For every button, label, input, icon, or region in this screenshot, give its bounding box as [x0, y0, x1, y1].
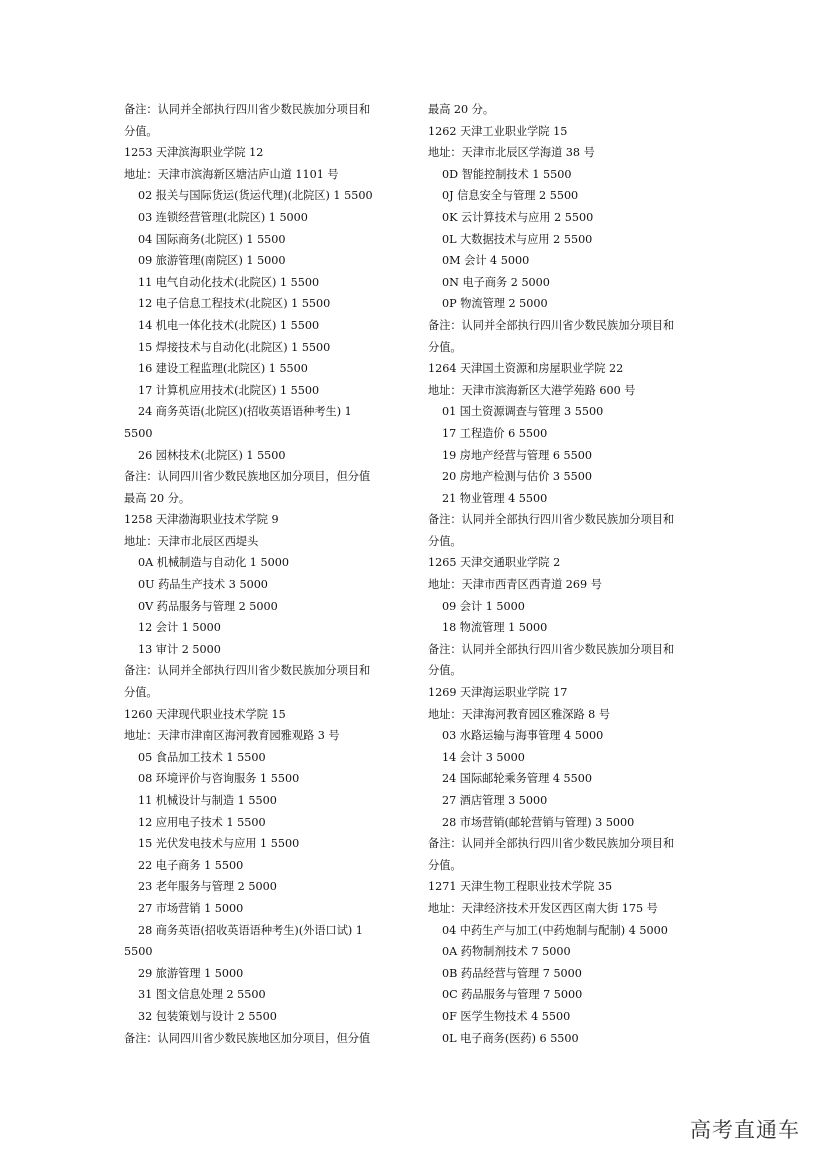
program-line: 21 物业管理 4 5500	[442, 491, 548, 505]
program-line: 0N 电子商务 2 5000	[442, 275, 550, 289]
program-line: 15 光伏发电技术与应用 1 5500	[138, 837, 300, 851]
text-line: 1269 天津海运职业学院 17	[428, 686, 568, 700]
text-line: 最高 20 分。	[124, 491, 191, 505]
program-line: 17 工程造价 6 5500	[442, 426, 548, 440]
program-line: 04 国际商务(北院区) 1 5500	[138, 232, 286, 246]
text-line: 1253 天津滨海职业学院 12	[124, 146, 264, 160]
program-line: 0L 电子商务(医药) 6 5500	[442, 1031, 579, 1045]
program-line: 0M 会计 4 5000	[442, 254, 530, 268]
text-line: 5500	[124, 945, 153, 959]
program-line: 24 国际邮轮乘务管理 4 5500	[442, 772, 592, 786]
program-line: 22 电子商务 1 5500	[138, 858, 244, 872]
program-line: 32 包装策划与设计 2 5500	[138, 1009, 277, 1023]
text-line: 1260 天津现代职业技术学院 15	[124, 707, 286, 721]
text-line: 备注：认同并全部执行四川省少数民族加分项目和	[428, 837, 675, 851]
program-line: 09 会计 1 5000	[442, 599, 525, 613]
text-line: 分值。	[124, 124, 158, 138]
program-line: 12 应用电子技术 1 5500	[138, 815, 266, 829]
program-line: 23 老年服务与管理 2 5000	[138, 880, 277, 894]
program-line: 11 电气自动化技术(北院区) 1 5500	[138, 275, 320, 289]
program-line: 16 建设工程监理(北院区) 1 5500	[138, 362, 308, 376]
program-line: 0F 医学生物技术 4 5500	[442, 1009, 571, 1023]
program-line: 26 园林技术(北院区) 1 5500	[138, 448, 286, 462]
text-line: 分值。	[124, 686, 158, 700]
program-line: 14 会计 3 5000	[442, 750, 525, 764]
text-line: 地址：天津市北辰区学海道 38 号	[428, 146, 595, 160]
text-line: 地址：天津海河教育园区雅深路 8 号	[428, 707, 611, 721]
program-line: 01 国土资源调查与管理 3 5500	[442, 405, 604, 419]
text-line: 地址：天津市滨海新区塘沽庐山道 1101 号	[124, 167, 339, 181]
text-line: 最高 20 分。	[428, 103, 495, 116]
program-line: 27 市场营销 1 5000	[138, 901, 244, 915]
program-line: 15 焊接技术与自动化(北院区) 1 5500	[138, 340, 331, 354]
program-line: 02 报关与国际货运(货运代理)(北院区) 1 5500	[138, 189, 373, 203]
program-line: 0J 信息安全与管理 2 5500	[442, 189, 579, 203]
text-line: 分值。	[428, 340, 462, 354]
program-line: 20 房地产检测与估价 3 5500	[442, 470, 592, 484]
program-line: 04 中药生产与加工(中药炮制与配制) 4 5000	[442, 923, 668, 937]
program-line: 0C 药品服务与管理 7 5000	[442, 988, 583, 1002]
text-line: 地址：天津市西青区西青道 269 号	[428, 578, 602, 592]
program-line: 24 商务英语(北院区)(招收英语语种考生) 1	[138, 405, 352, 419]
program-line: 0U 药品生产技术 3 5000	[138, 578, 268, 592]
program-line: 0K 云计算技术与应用 2 5500	[442, 210, 594, 224]
text-line: 地址：天津市北辰区西堤头	[124, 534, 259, 548]
program-line: 0L 大数据技术与应用 2 5500	[442, 232, 593, 246]
text-line: 分值。	[428, 534, 462, 548]
program-line: 14 机电一体化技术(北院区) 1 5500	[138, 318, 320, 332]
program-line: 03 水路运输与海事管理 4 5000	[442, 729, 604, 743]
text-line: 1258 天津渤海职业技术学院 9	[124, 513, 279, 527]
program-line: 0D 智能控制技术 1 5500	[442, 167, 572, 181]
text-line: 1264 天津国土资源和房屋职业学院 22	[428, 362, 624, 376]
text-line: 5500	[124, 426, 153, 440]
text-line: 备注：认同并全部执行四川省少数民族加分项目和	[428, 642, 675, 656]
program-line: 18 物流管理 1 5000	[442, 621, 548, 635]
text-line: 地址：天津市津南区海河教育园雅观路 3 号	[124, 729, 340, 743]
text-line: 备注：认同四川省少数民族地区加分项目，但分值	[124, 1031, 371, 1045]
program-line: 12 会计 1 5000	[138, 621, 221, 635]
text-line: 1265 天津交通职业学院 2	[428, 556, 561, 570]
program-line: 0A 药物制剂技术 7 5000	[442, 945, 571, 959]
text-line: 分值。	[428, 858, 462, 872]
right-column	[428, 99, 718, 1049]
text-line: 备注：认同并全部执行四川省少数民族加分项目和	[124, 103, 371, 116]
text-line: 备注：认同并全部执行四川省少数民族加分项目和	[124, 664, 371, 678]
program-line: 12 电子信息工程技术(北院区) 1 5500	[138, 297, 331, 311]
program-line: 03 连锁经营管理(北院区) 1 5000	[138, 210, 308, 224]
program-line: 05 食品加工技术 1 5500	[138, 750, 266, 764]
program-line: 31 图文信息处理 2 5500	[138, 988, 266, 1002]
program-line: 27 酒店管理 3 5000	[442, 794, 548, 807]
text-line: 地址：天津经济技术开发区西区南大街 175 号	[428, 901, 658, 915]
program-line: 09 旅游管理(南院区) 1 5000	[138, 254, 286, 268]
program-line: 0B 药品经营与管理 7 5000	[442, 966, 582, 980]
program-line: 0P 物流管理 2 5000	[442, 297, 548, 311]
program-line: 0A 机械制造与自动化 1 5000	[138, 556, 289, 570]
program-line: 19 房地产经营与管理 6 5500	[442, 448, 592, 462]
program-line: 08 环境评价与咨询服务 1 5500	[138, 772, 300, 786]
program-line: 11 机械设计与制造 1 5500	[138, 794, 277, 807]
text-line: 分值。	[428, 664, 462, 678]
program-line: 13 审计 2 5000	[138, 642, 221, 656]
text-line: 地址：天津市滨海新区大港学苑路 600 号	[428, 383, 636, 397]
text-line: 备注：认同并全部执行四川省少数民族加分项目和	[428, 318, 675, 332]
program-line: 17 计算机应用技术(北院区) 1 5500	[138, 383, 320, 397]
text-line: 备注：认同并全部执行四川省少数民族加分项目和	[428, 513, 675, 527]
program-line: 29 旅游管理 1 5000	[138, 966, 244, 980]
program-line: 28 市场营销(邮轮营销与管理) 3 5000	[442, 815, 635, 829]
text-line: 1262 天津工业职业学院 15	[428, 124, 568, 138]
text-line: 备注：认同四川省少数民族地区加分项目，但分值	[124, 470, 371, 484]
text-line: 1271 天津生物工程职业技术学院 35	[428, 880, 613, 894]
program-line: 28 商务英语(招收英语语种考生)(外语口试) 1	[138, 923, 363, 937]
left-column	[124, 99, 414, 1049]
program-line: 0V 药品服务与管理 2 5000	[138, 599, 278, 613]
watermark-text: 高考直通车	[690, 1118, 800, 1142]
